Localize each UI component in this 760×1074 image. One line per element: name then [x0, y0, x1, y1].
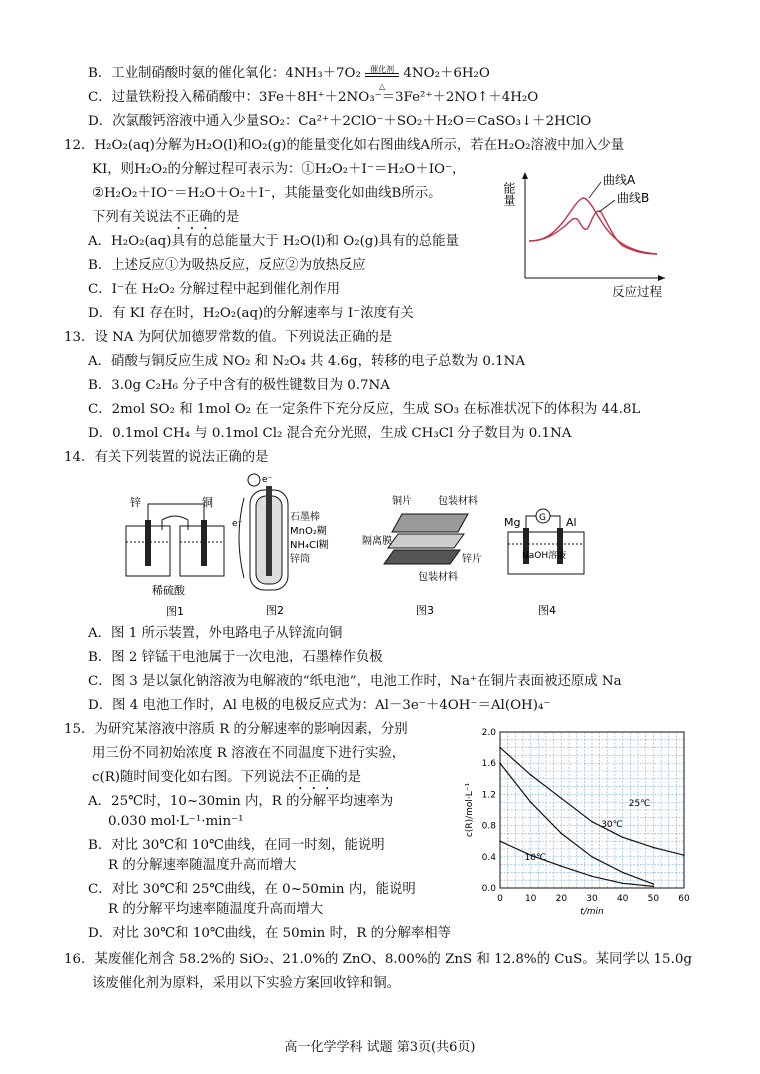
option-d-top: [88, 112, 591, 131]
concentration-chart: [460, 724, 700, 924]
question-number: 13．: [64, 330, 95, 345]
q14-option-c: C．图 3 是以氯化钠溶液为电解液的“纸电池”，电池工作时，Na⁺在铜片表面被还原成 Na: [88, 674, 622, 689]
ask-text: 的是: [212, 210, 240, 225]
electron-label-2: e⁻: [232, 519, 243, 529]
data-point: [499, 762, 501, 764]
q12-stem-2: KI，则H₂O₂的分解过程可表示为：①H₂O₂＋I⁻＝H₂O＋IO⁻，: [92, 162, 466, 177]
question-number: 12．: [64, 138, 95, 153]
figure-1: [122, 490, 230, 620]
q13-option-b: B．3.0g C₂H₆ 分子中含有的极性键数目为 0.7NA: [88, 378, 390, 393]
option-text: 次氯酸钙溶液中通入少量SO₂：Ca²⁺＋2ClO⁻＋SO₂＋H₂O＝CaSO₃↓＋2HClO: [112, 114, 592, 129]
separator: [388, 534, 464, 548]
data-point: [622, 883, 624, 885]
graphite-label: 石墨棒: [290, 512, 320, 523]
figure-4: [498, 500, 598, 620]
stem-text: 某废催化剂含 58.2%的 SiO₂、21.0%的 ZnO、8.00%的 ZnS 和 12.8%的 CuS。某同学以 15.0g: [94, 952, 692, 967]
data-point: [530, 774, 532, 776]
zinc-sheet-label: 锌片: [462, 554, 482, 565]
figure-caption: 图3: [416, 604, 434, 617]
ask-text: 下列有关说法: [92, 210, 173, 225]
question-number: 16．: [64, 952, 95, 967]
emphasis-text: 不正确: [172, 210, 213, 225]
stem-text: 设 NA 为阿伏加德罗常数的值。下列说法正确的是: [94, 330, 393, 345]
q16-line-2: 该废催化剂为原料，采用以下实验方案回收锌和铜。: [92, 976, 400, 991]
acid-label: 稀硫酸: [152, 584, 185, 597]
condition-under: △: [379, 81, 386, 91]
q15-option-b: B．对比 30℃和 10℃曲线，在同一时刻，能说明: [88, 838, 385, 853]
y-tick-label: 0.4: [481, 852, 496, 863]
mg-label: Mg: [504, 516, 521, 529]
x-axis-arrow: [658, 275, 665, 281]
data-point: [622, 837, 624, 839]
q15-option-d: D．对比 30℃和 10℃曲线，在 50min 时，R 的分解率相等: [88, 926, 452, 941]
option-label: C．: [88, 90, 112, 105]
x-tick-label: 0: [497, 894, 503, 904]
q12-option-d: D．有 KI 存在时，H₂O₂(aq)的分解速率与 I⁻浓度有关: [88, 306, 414, 321]
energy-diagram: [502, 168, 675, 298]
copper-sheet: [392, 514, 468, 532]
copper-electrode: [201, 520, 207, 566]
curve-a: [529, 198, 657, 254]
figure-3: [362, 492, 492, 620]
y-tick-label: 1.2: [481, 790, 496, 801]
q14-option-a: A．图 1 所示装置，外电路电子从锌流向铜: [88, 626, 343, 641]
copper-label: 铜: [202, 496, 213, 509]
data-point: [499, 747, 501, 749]
figure-2: [230, 468, 350, 620]
label-line-b: [599, 200, 615, 212]
x-tick-label: 20: [555, 894, 568, 904]
stem-text: 有关下列装置的说法正确的是: [94, 450, 269, 465]
series-label: 10℃: [524, 852, 547, 863]
curve-b: [529, 211, 657, 254]
copper-sheet-label: 铜片: [392, 496, 412, 507]
emphasis-text: 不正确: [294, 770, 335, 785]
page-footer: 高一化学学科 试题 第3页(共6页): [284, 1040, 476, 1055]
data-point: [561, 798, 563, 800]
x-axis-label: 反应过程: [612, 284, 663, 299]
q12-option-a: A．H₂O₂(aq)具有的总能量大于 H₂O(l)和 O₂(g)具有的总能量: [88, 234, 459, 249]
q15-option-a-cont: 0.030 mol·L⁻¹·min⁻¹: [108, 814, 244, 829]
q15-stem-2: 用三份不同初始浓度 R 溶液在不同温度下进行实验，: [92, 746, 406, 761]
x-tick-label: 30: [586, 894, 598, 904]
separator-label: 隔离膜: [362, 536, 392, 547]
data-point: [653, 847, 655, 849]
zinc-sheet: [384, 550, 460, 564]
data-point: [499, 840, 501, 842]
q15-option-a: A．25℃时，10~30min 内，R 的分解平均速率为: [88, 794, 394, 809]
packing-label-top: 包装材料: [438, 496, 478, 507]
data-point: [591, 876, 593, 878]
q12-option-c: C．I⁻在 H₂O₂ 分解过程中起到催化剂作用: [88, 282, 340, 297]
salt-bridge: [162, 516, 188, 530]
electron-label: e⁻: [262, 475, 273, 485]
data-point: [622, 872, 624, 874]
option-text: 工业制硝酸时氨的催化氧化：4NH₃＋7O₂ 催化剂 △ 4NO₂＋6H₂O: [111, 66, 490, 81]
option-label: B．: [88, 66, 112, 81]
figure-caption: 图1: [166, 605, 184, 618]
data-point: [653, 883, 655, 885]
q12-stem-3: ②H₂O₂＋IO⁻＝H₂O＋O₂＋I⁻，其能量变化如曲线B所示。: [92, 186, 442, 201]
data-point: [653, 886, 655, 888]
label-line-a: [589, 182, 601, 198]
figure-caption: 图4: [538, 604, 556, 617]
data-point: [561, 865, 563, 867]
series-label: 25℃: [628, 799, 651, 810]
stem-text: 的是: [334, 770, 362, 785]
q15-stem-1: [64, 720, 408, 739]
y-axis-label: 能量: [502, 182, 516, 206]
option-text: 过量铁粉投入稀硝酸中：3Fe＋8H⁺＋2NO₃⁻＝3Fe²⁺＋2NO↑＋4H₂O: [111, 90, 539, 105]
nh4cl-label: NH₄Cl糊: [290, 540, 329, 551]
stem-text: 为研究某溶液中溶质 R 的分解速率的影响因素，分别: [94, 722, 408, 737]
x-tick-label: 50: [647, 894, 660, 904]
curve-b-label: 曲线B: [617, 191, 650, 205]
zinc-can-label: 锌筒: [290, 554, 310, 565]
y-tick-label: 1.6: [481, 759, 496, 770]
zinc-label: 锌: [130, 496, 141, 509]
bulb-icon: [248, 474, 260, 486]
q13-option-c: C．2mol SO₂ 和 1mol O₂ 在一定条件下充分反应，生成 SO₃ 在标准状况下的体积为 44.8L: [88, 402, 641, 417]
q15-stem-3: [92, 768, 361, 793]
figure-caption: 图2: [266, 604, 284, 617]
series-label: 30℃: [601, 820, 623, 831]
y-tick-label: 2.0: [481, 728, 496, 738]
solution-label: NaOH溶液: [522, 551, 567, 561]
al-label: Al: [566, 516, 577, 529]
data-point: [683, 854, 685, 856]
data-point: [561, 833, 563, 835]
graphite-rod: [266, 486, 272, 576]
q14-option-b: B．图 2 锌锰干电池属于一次电池，石墨棒作负极: [88, 650, 383, 665]
x-tick-label: 40: [616, 894, 629, 904]
q12-option-b: B．上述反应①为吸热反应，反应②为放热反应: [88, 258, 366, 273]
q14-stem: [64, 448, 269, 467]
data-point: [591, 821, 593, 823]
mno2-label: MnO₂糊: [290, 526, 327, 537]
question-number: 14．: [64, 450, 95, 465]
q14-option-d: D．图 4 电池工作时，Al 电极的电极反应式为：Al－3e⁻＋4OH⁻＝Al(OH)₄⁻: [88, 698, 551, 713]
q13-option-d: D．0.1mol CH₄ 与 0.1mol Cl₂ 混合充分光照，生成 CH₃Cl 分子数目为 0.1NA: [88, 426, 572, 441]
galvanometer-label: G: [539, 513, 546, 523]
q16-line-1: [64, 950, 692, 969]
q15-option-c-cont: R 的分解平均速率随温度升高而增大: [108, 902, 324, 917]
y-tick-label: 0.8: [481, 821, 496, 832]
x-tick-label: 10: [524, 894, 537, 904]
option-label: D．: [88, 114, 113, 129]
y-axis-label: c(R)/mol·L⁻¹: [465, 782, 475, 838]
q12-stem-1: [64, 136, 624, 155]
stem-text: c(R)随时间变化如右图。下列说法: [92, 770, 295, 785]
data-point: [591, 856, 593, 858]
curve-a-label: 曲线A: [603, 173, 636, 187]
x-axis-label: t/min: [580, 907, 604, 917]
stem-text: H₂O₂(aq)分解为H₂O(l)和O₂(g)的能量变化如右图曲线A所示，若在H₂O₂溶液中加入少量: [94, 138, 625, 153]
question-number: 15．: [64, 722, 95, 737]
zinc-electrode: [145, 520, 151, 566]
data-point: [530, 801, 532, 803]
q13-stem: [64, 328, 392, 347]
condition-over: 催化剂: [370, 64, 395, 74]
q12-ask: [92, 208, 239, 233]
y-tick-label: 0.0: [481, 884, 496, 894]
q15-option-c: C．对比 30℃和 25℃曲线，在 0~50min 内，能说明: [88, 882, 416, 897]
wire-left: [239, 498, 244, 578]
x-tick-label: 60: [678, 894, 690, 904]
packing-label-bottom: 包装材料: [418, 572, 458, 583]
option-c-top: [88, 88, 538, 107]
y-axis-arrow: [522, 172, 528, 179]
option-b-top: [88, 64, 490, 91]
q15-option-b-cont: R 的分解速率随温度升高而增大: [108, 858, 297, 873]
q13-option-a: A．硝酸与铜反应生成 NO₂ 和 N₂O₄ 共 4.6g，转移的电子总数为 0.1NA: [88, 354, 526, 369]
